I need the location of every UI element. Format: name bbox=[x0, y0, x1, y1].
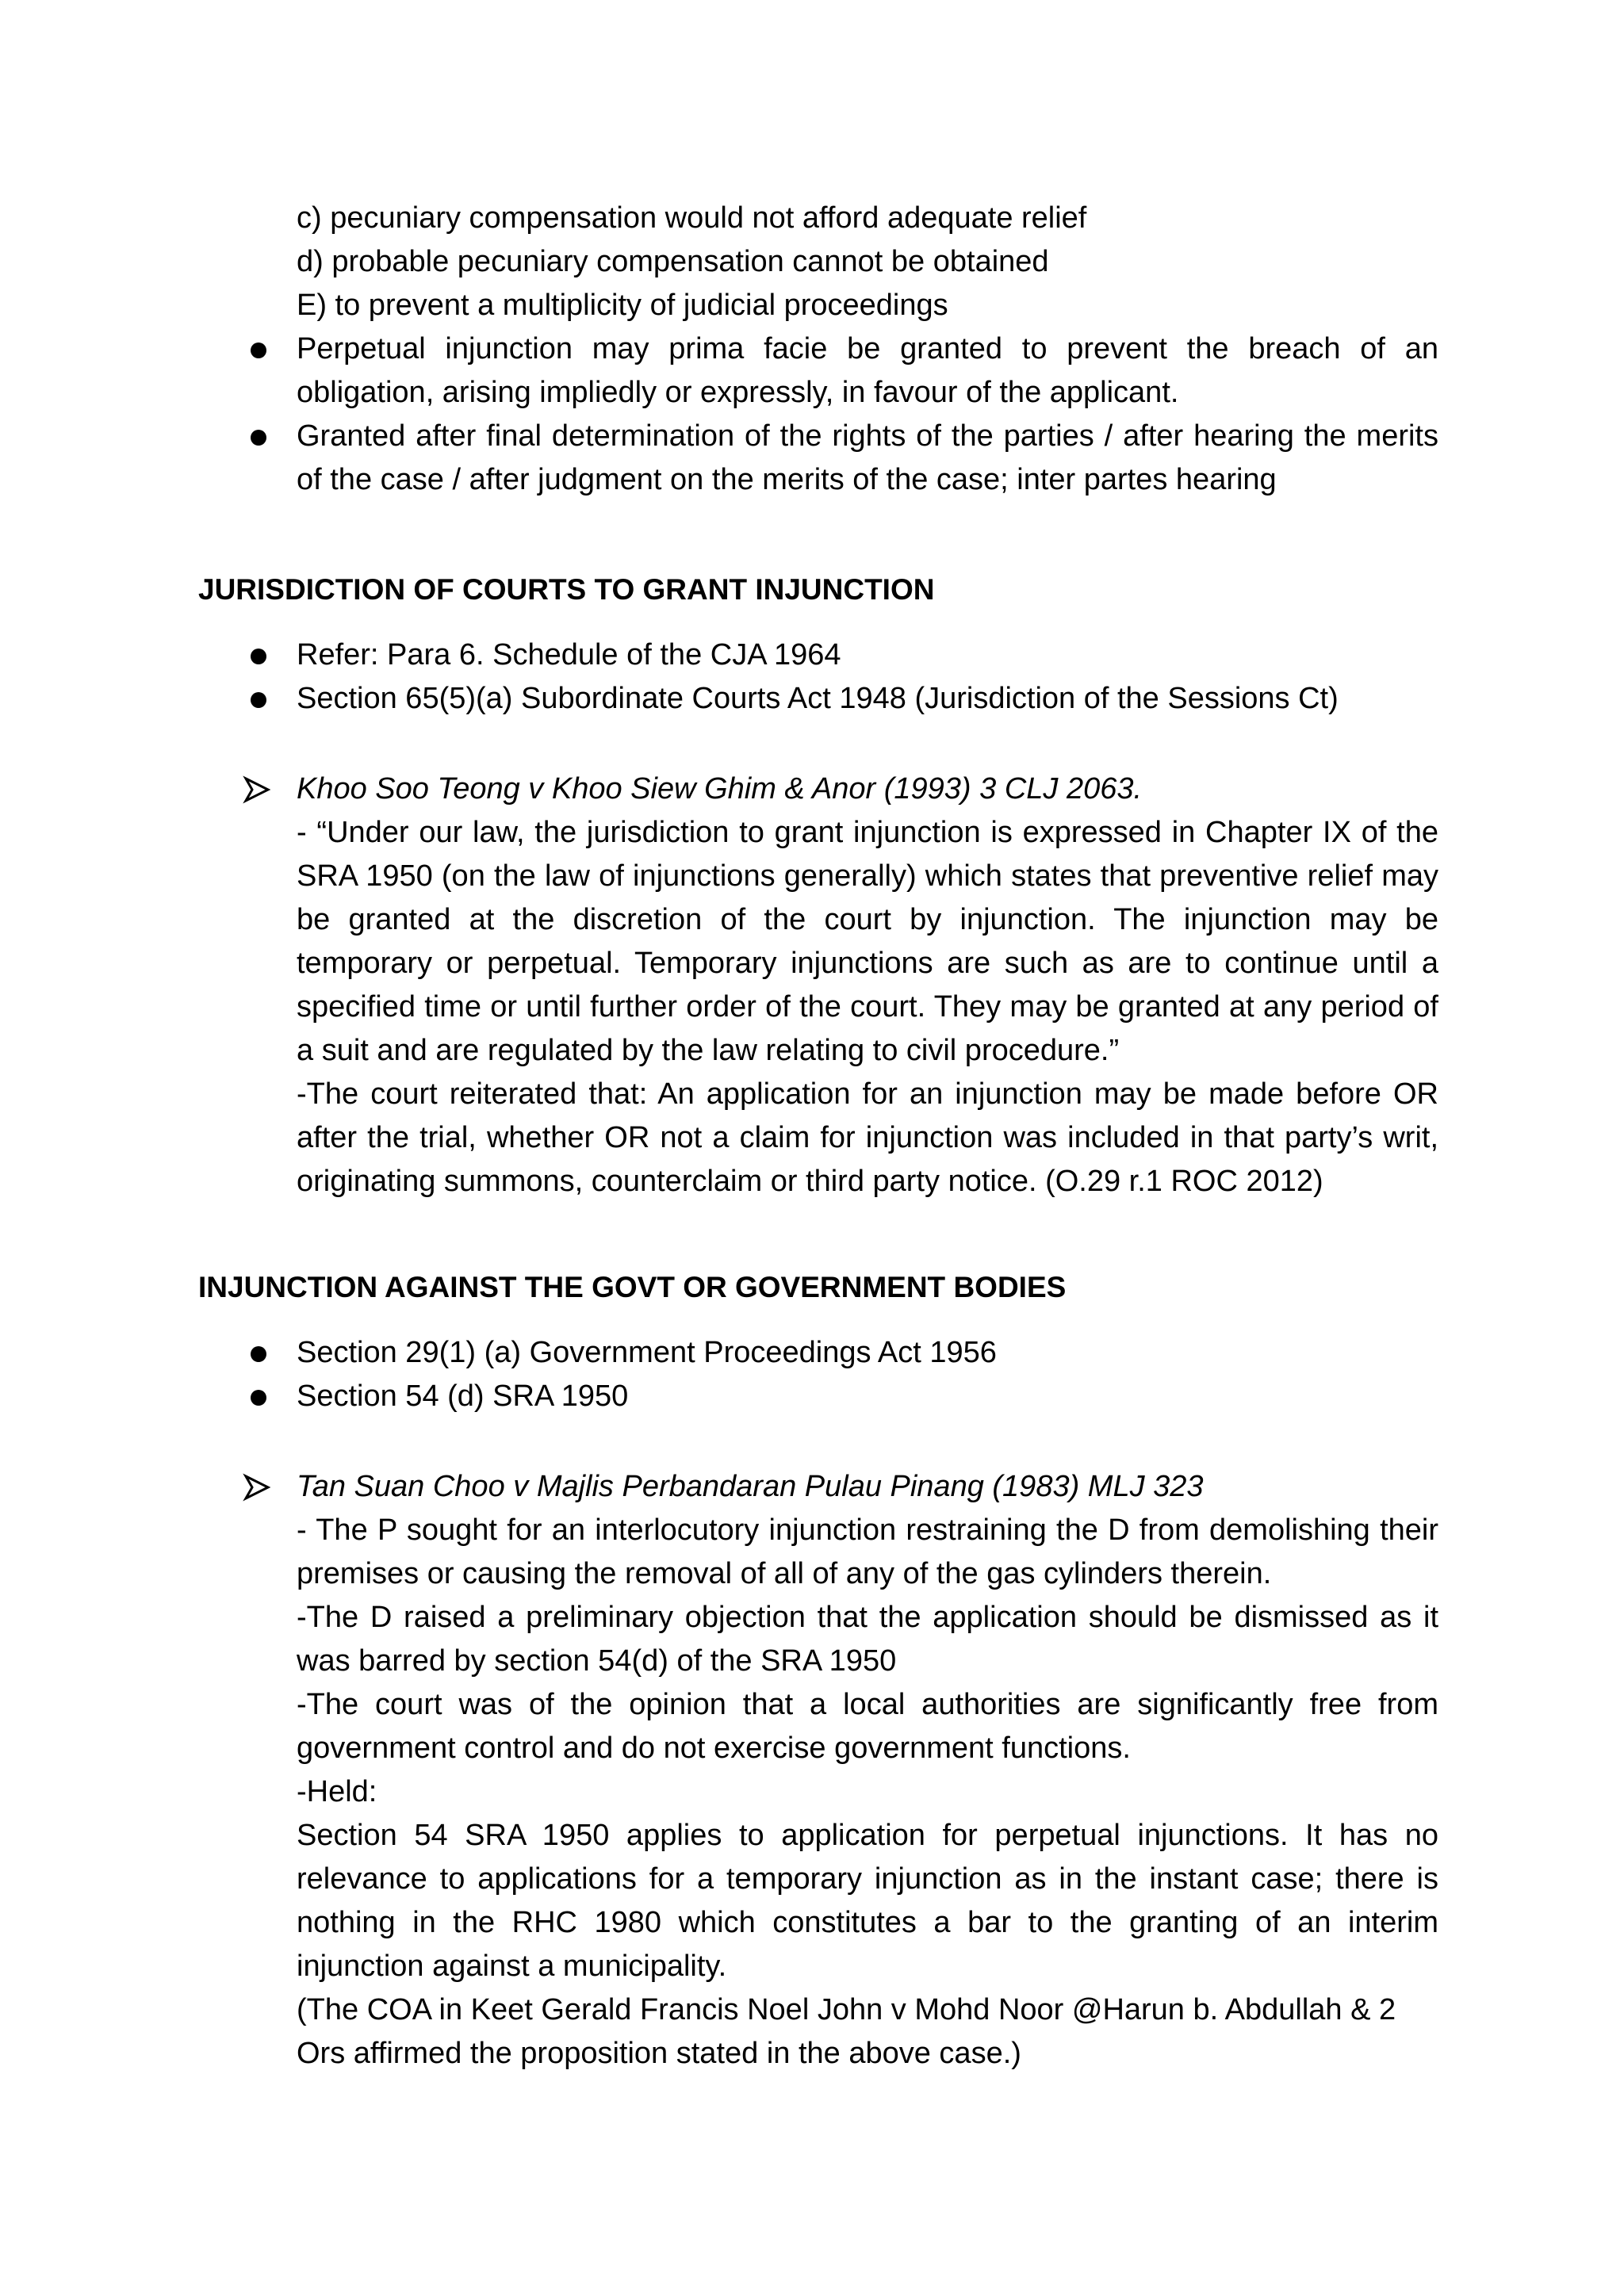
case-reiteration-khoo: -The court reiterated that: An application for an injunction may be made before OR after the trial, whether OR not a claim for injunction was included in that party’s writ, originating summons, counterclaim or third party notice. (O.29 r.1 ROC 2012) bbox=[297, 1077, 1438, 1198]
case-title-tan-suan-choo: Tan Suan Choo v Majlis Perbandaran Pulau Pinang (1983) MLJ 323 bbox=[297, 1470, 1204, 1503]
case-objection: -The D raised a preliminary objection that the application should be dismissed as it was barred by section 54(d) of the SRA 1950 bbox=[297, 1601, 1438, 1678]
case-held: Section 54 SRA 1950 applies to application for perpetual injunctions. It has no relevance to applications for a temporary injunction as in the instant case; there is nothing in the RHC 1980 which constitutes a bar to the granting of an interim injunction against a municipality. bbox=[297, 1819, 1438, 1983]
bullet-section-29: Section 29(1) (a) Government Proceedings Act 1956 bbox=[297, 1336, 997, 1369]
case-opinion: -The court was of the opinion that a local authorities are significantly free from government control and do not exercise government functions. bbox=[297, 1688, 1438, 1765]
bullet-perpetual-injunction: Perpetual injunction may prima facie be granted to prevent the breach of an obligation, arising impliedly or expressly, in favour of the applicant. bbox=[297, 332, 1438, 409]
list-item-c: c) pecuniary compensation would not afford adequate relief bbox=[297, 201, 1087, 235]
list-item-e: E) to prevent a multiplicity of judicial proceedings bbox=[297, 289, 948, 322]
bullet-section-65: Section 65(5)(a) Subordinate Courts Act 1948 (Jurisdiction of the Sessions Ct) bbox=[297, 682, 1339, 715]
case-title-khoo: Khoo Soo Teong v Khoo Siew Ghim & Anor (1993) 3 CLJ 2063. bbox=[297, 772, 1143, 806]
list-item-d: d) probable pecuniary compensation cannot be obtained bbox=[297, 245, 1049, 278]
case-facts: - The P sought for an interlocutory injunction restraining the D from demolishing their premises or causing the removal of all of any of the gas cylinders therein. bbox=[297, 1513, 1438, 1590]
arrow-bullet-icon bbox=[243, 1473, 271, 1502]
case-quote-khoo: - “Under our law, the jurisdiction to grant injunction is expressed in Chapter IX of the SRA 1950 (on the law of injunctions generally) which states that preventive relief may be granted at the discretion of the court by injunction. The injunction may be temporary or perpetual. Temporary injunctions are such as are to continue until a specified time or until further order of the court. They may be granted at any period of a suit and are regulated by the law relating to civil procedure.” bbox=[297, 816, 1438, 1067]
arrow-bullet-icon bbox=[243, 775, 271, 804]
section-heading-jurisdiction: JURISDICTION OF COURTS TO GRANT INJUNCTION bbox=[198, 573, 935, 606]
case-held-label: -Held: bbox=[297, 1775, 377, 1808]
bullet-icon bbox=[251, 649, 266, 664]
bullet-icon bbox=[251, 342, 266, 358]
bullet-icon bbox=[251, 692, 266, 708]
bullet-refer-para: Refer: Para 6. Schedule of the CJA 1964 bbox=[297, 638, 841, 672]
bullet-section-54: Section 54 (d) SRA 1950 bbox=[297, 1380, 629, 1413]
bullet-icon bbox=[251, 430, 266, 446]
bullet-icon bbox=[251, 1390, 266, 1406]
bullet-granted-after: Granted after final determination of the rights of the parties / after hearing the merits of the case / after judgment on the merits of the case; inter partes hearing bbox=[297, 419, 1438, 496]
case-affirmation: (The COA in Keet Gerald Francis Noel John v Mohd Noor @Harun b. Abdullah & 2 Ors affirmed the proposition stated in the above case.) bbox=[297, 1993, 1396, 2070]
bullet-icon bbox=[251, 1346, 266, 1362]
section-heading-government: INJUNCTION AGAINST THE GOVT OR GOVERNMENT BODIES bbox=[198, 1271, 1067, 1303]
